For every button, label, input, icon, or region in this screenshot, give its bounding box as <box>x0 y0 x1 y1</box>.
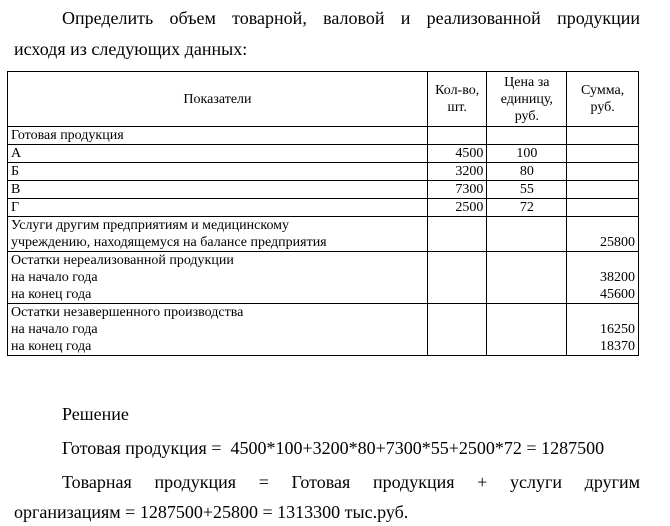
product-name: Г <box>8 199 428 217</box>
product-price: 100 <box>487 145 567 163</box>
wip-start-sum: 16250 <box>600 322 635 337</box>
header-sum: Сумма, руб. <box>567 72 639 127</box>
unsold-label <box>8 252 428 304</box>
table-row <box>8 145 639 163</box>
services-label <box>8 217 428 252</box>
product-qty: 4500 <box>427 145 486 163</box>
product-name: Б <box>8 163 428 181</box>
unsold-title: Остатки нереализованной продукции <box>11 253 234 268</box>
solution-line-3: организациям = 1287500+25800 = 1313300 тыс.руб. <box>14 502 409 522</box>
wip-end-sum: 18370 <box>600 339 635 354</box>
product-name: В <box>8 181 428 199</box>
product-price: 72 <box>487 199 567 217</box>
header-indicator: Показатели <box>8 72 428 127</box>
table-row <box>8 163 639 181</box>
services-line-1: Услуги другим предприятиям и медицинскому <box>11 218 290 233</box>
product-name: А <box>8 145 428 163</box>
wip-start-label: на начало года <box>11 322 98 337</box>
solution-title: Решение <box>62 404 129 424</box>
unsold-end-label: на конец года <box>11 287 92 302</box>
unsold-end-sum: 45600 <box>600 287 635 302</box>
product-qty: 2500 <box>427 199 486 217</box>
wip-row <box>8 304 639 356</box>
solution-line-1: Готовая продукция = 4500*100+3200*80+7300*55+2500*72 = 1287500 <box>62 438 605 458</box>
unsold-sums <box>567 252 639 304</box>
data-table <box>7 71 639 356</box>
unsold-start-label: на начало года <box>11 270 98 285</box>
services-sum: 25800 <box>567 217 639 252</box>
header-qty: Кол-во, шт. <box>427 72 486 127</box>
product-qty: 3200 <box>427 163 486 181</box>
services-line-2: учреждению, находящемуся на балансе предприятия <box>11 235 327 250</box>
table-row <box>8 181 639 199</box>
wip-title: Остатки незавершенного производства <box>11 305 244 320</box>
unsold-row <box>8 252 639 304</box>
intro-line-2: исходя из следующих данных: <box>14 39 248 59</box>
section-finished-label: Готовая продукция <box>8 127 428 145</box>
wip-sums <box>567 304 639 356</box>
wip-end-label: на конец года <box>11 339 92 354</box>
section-finished-row <box>8 127 639 145</box>
services-row <box>8 217 639 252</box>
product-qty: 7300 <box>427 181 486 199</box>
unsold-start-sum: 38200 <box>600 270 635 285</box>
header-price: Цена за единицу, руб. <box>487 72 567 127</box>
table-row <box>8 199 639 217</box>
header-row <box>8 72 639 127</box>
product-price: 55 <box>487 181 567 199</box>
product-price: 80 <box>487 163 567 181</box>
solution-line-2: Товарная продукция = Готовая продукция + услуги другим <box>62 472 640 492</box>
wip-label <box>8 304 428 356</box>
intro-line-1: Определить объем товарной, валовой и реализованной продукции <box>62 8 640 28</box>
